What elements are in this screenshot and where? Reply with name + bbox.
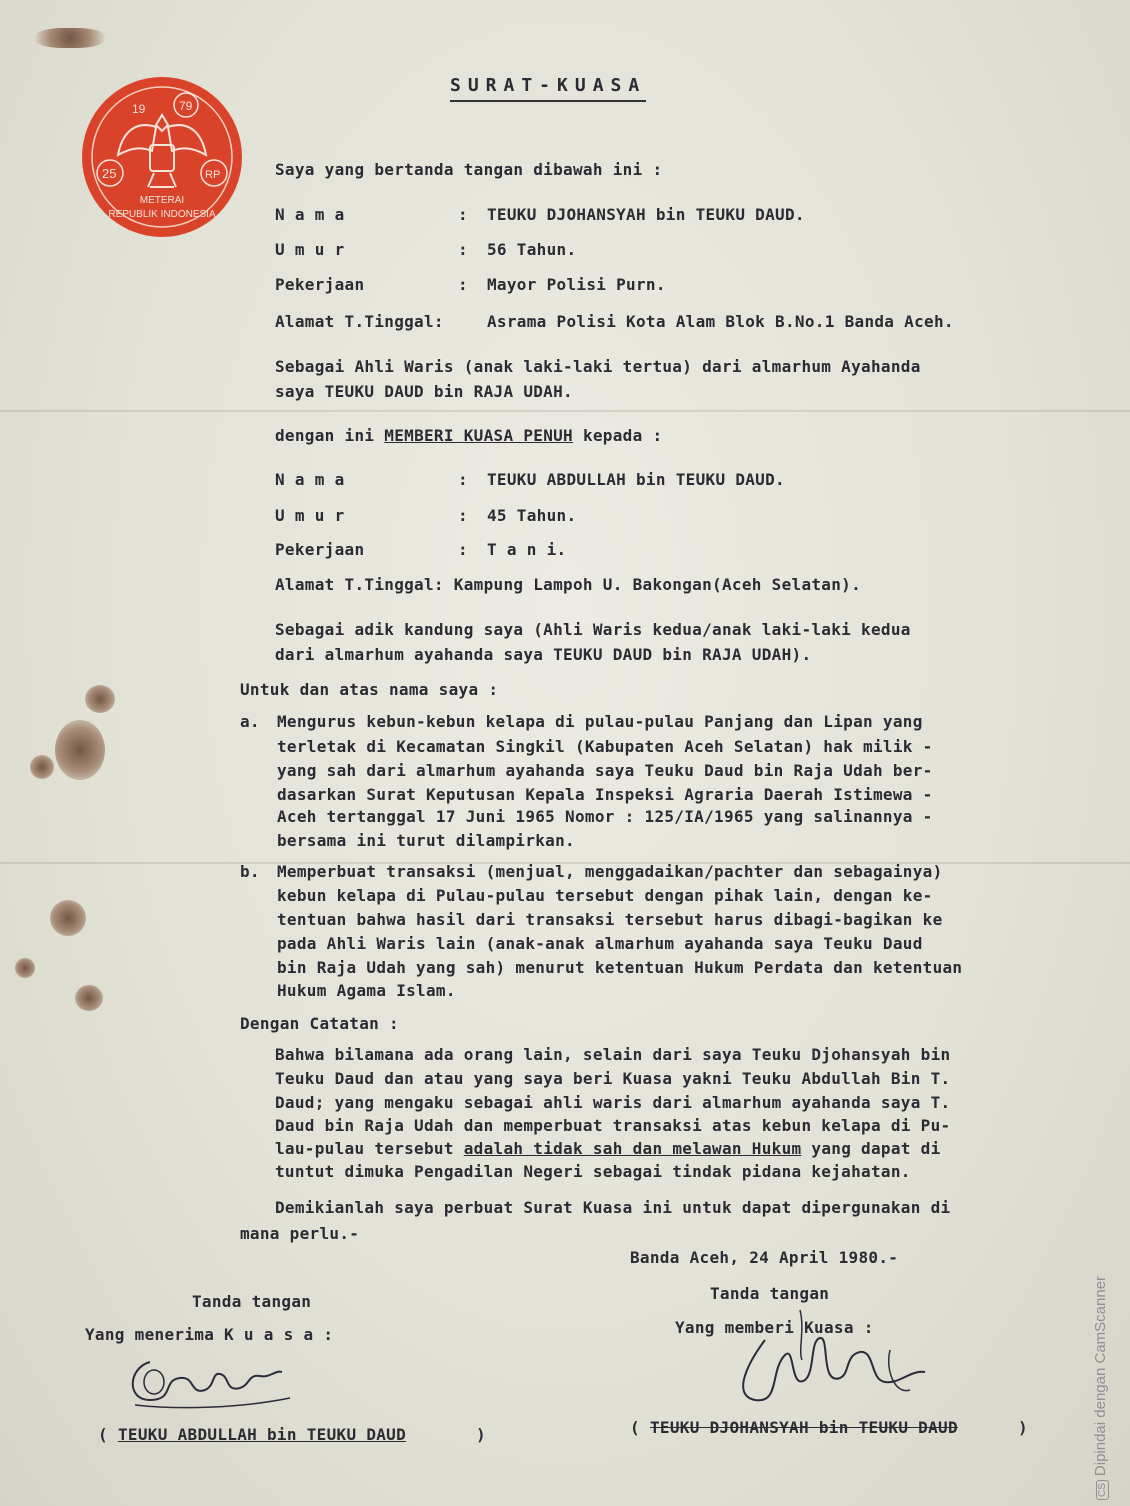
coffee-stain — [15, 958, 35, 978]
colon: : — [458, 470, 468, 489]
left-sig-line-1: Tanda tangan — [192, 1292, 312, 1311]
note-l5-emphasis: adalah tidak sah dan melawan Hukum — [463, 1139, 802, 1158]
right-signature — [710, 1300, 950, 1410]
place-date: Banda Aceh, 24 April 1980.- — [630, 1248, 899, 1267]
grantee-age-label: U m u r — [275, 506, 345, 525]
paper-fold-line — [0, 410, 1130, 412]
grant-pre: dengan ini — [275, 426, 375, 445]
grantor-name: TEUKU DJOHANSYAH bin TEUKU DAUD. — [487, 205, 805, 224]
heir-line-2: saya TEUKU DAUD bin RAJA UDAH. — [275, 382, 573, 401]
left-signature — [120, 1350, 300, 1420]
coffee-stain — [30, 755, 54, 779]
left-sig-paren-open: ( — [98, 1425, 108, 1444]
coffee-stain — [35, 28, 105, 48]
grant-statement — [275, 426, 662, 445]
left-sig-line-2: Yang menerima K u a s a : — [85, 1325, 334, 1344]
item-b-line: kebun kelapa di Pulau-pulau tersebut dengan pihak lain, dengan ke- — [277, 886, 933, 905]
colon: : — [458, 540, 468, 559]
grantee-age: 45 Tahun. — [487, 506, 577, 525]
stamp-text-bottom: REPUBLIK INDONESIA — [108, 209, 216, 220]
colon: : — [458, 506, 468, 525]
colon: : — [458, 275, 468, 294]
colon: : — [458, 205, 468, 224]
intro-text: Saya yang bertanda tangan dibawah ini : — [275, 160, 663, 179]
right-sig-line-2: Yang memberi Kuasa : — [675, 1318, 874, 1337]
coffee-stain — [55, 720, 105, 780]
grantor-job: Mayor Polisi Purn. — [487, 275, 666, 294]
grantor-name-label: N a m a — [275, 205, 345, 224]
sibling-line-2: dari almarhum ayahanda saya TEUKU DAUD bin RAJA UDAH). — [275, 645, 812, 664]
note-l5-post: yang dapat di — [811, 1139, 941, 1158]
stamp-value: 25 — [102, 166, 117, 181]
item-b-line: tentuan bahwa hasil dari transaksi tersebut harus dibagi-bagikan ke — [277, 910, 943, 929]
note-l5-pre: lau-pulau tersebut — [275, 1139, 454, 1158]
note-heading: Dengan Catatan : — [240, 1014, 399, 1033]
note-line: Bahwa bilamana ada orang lain, selain dari saya Teuku Djohansyah bin — [275, 1045, 951, 1064]
item-a-line: yang sah dari almarhum ayahanda saya Teuku Daud bin Raja Udah ber- — [277, 761, 933, 780]
purpose-heading: Untuk dan atas nama saya : — [240, 680, 499, 699]
revenue-stamp — [80, 75, 245, 240]
item-a-label: a. — [240, 712, 260, 731]
item-a-line: Mengurus kebun-kebun kelapa di pulau-pulau Panjang dan Lipan yang — [277, 712, 923, 731]
document-title: SURAT-KUASA — [450, 75, 646, 102]
grantor-address: Asrama Polisi Kota Alam Blok B.No.1 Banda Aceh. — [487, 312, 954, 331]
coffee-stain — [75, 985, 103, 1011]
coffee-stain — [50, 900, 86, 936]
grantee-name: TEUKU ABDULLAH bin TEUKU DAUD. — [487, 470, 785, 489]
closing-line-2: mana perlu.- — [240, 1224, 360, 1243]
grant-post: kepada : — [582, 426, 663, 445]
stamp-year-a: 19 — [132, 102, 146, 116]
stamp-year-b: 79 — [179, 99, 193, 113]
note-line: Daud; yang mengaku sebagai ahli waris dari almarhum ayahanda saya T. — [275, 1093, 951, 1112]
grantee-name-label: N a m a — [275, 470, 345, 489]
grantee-job-label: Pekerjaan — [275, 540, 365, 559]
grantor-job-label: Pekerjaan — [275, 275, 365, 294]
watermark-text: Dipindai dengan CamScanner — [1092, 1275, 1109, 1477]
grantee-job: T a n i. — [487, 540, 567, 559]
grantor-age: 56 Tahun. — [487, 240, 577, 259]
stamp-currency: RP — [205, 169, 221, 181]
right-sig-paren-close: ) — [1018, 1418, 1028, 1437]
note-line: Daud bin Raja Udah dan memperbuat transaksi atas kebun kelapa di Pu- — [275, 1116, 951, 1135]
heir-line-1: Sebagai Ahli Waris (anak laki-laki tertua) dari almarhum Ayahanda — [275, 357, 921, 376]
right-sig-line-1: Tanda tangan — [710, 1284, 830, 1303]
item-b-line: Hukum Agama Islam. — [277, 981, 456, 1000]
grantee-address: Alamat T.Tinggal: Kampung Lampoh U. Bakongan(Aceh Selatan). — [275, 575, 862, 594]
note-line: Teuku Daud dan atau yang saya beri Kuasa yakni Teuku Abdullah Bin T. — [275, 1069, 951, 1088]
left-sig-paren-close: ) — [476, 1425, 486, 1444]
grantor-age-label: U m u r — [275, 240, 345, 259]
grantor-address-label: Alamat T.Tinggal: — [275, 312, 444, 331]
right-sig-name: TEUKU DJOHANSYAH bin TEUKU DAUD — [650, 1418, 958, 1437]
item-b-line: Memperbuat transaksi (menjual, menggadaikan/pachter dan sebagainya) — [277, 862, 943, 881]
item-a-line: bersama ini turut dilampirkan. — [277, 831, 575, 850]
note-line: tuntut dimuka Pengadilan Negeri sebagai tindak pidana kejahatan. — [275, 1162, 911, 1181]
grant-emphasis: MEMBERI KUASA PENUH — [384, 426, 573, 445]
left-sig-name: TEUKU ABDULLAH bin TEUKU DAUD — [118, 1425, 407, 1444]
colon: : — [458, 240, 468, 259]
closing-line-1: Demikianlah saya perbuat Surat Kuasa ini untuk dapat dipergunakan di — [275, 1198, 951, 1217]
stamp-text-top: METERAI — [139, 195, 185, 206]
item-a-line: Aceh tertanggal 17 Juni 1965 Nomor : 125/IA/1965 yang salinannya - — [277, 807, 933, 826]
coffee-stain — [85, 685, 115, 713]
item-b-label: b. — [240, 862, 260, 881]
right-sig-paren-open: ( — [630, 1418, 640, 1437]
camscanner-icon: CS — [1096, 1480, 1109, 1500]
item-a-line: dasarkan Surat Keputusan Kepala Inspeksi Agraria Daerah Istimewa - — [277, 785, 933, 804]
item-a-line: terletak di Kecamatan Singkil (Kabupaten Aceh Selatan) hak milik - — [277, 737, 933, 756]
item-b-line: pada Ahli Waris lain (anak-anak almarhum ayahanda saya Teuku Daud — [277, 934, 923, 953]
scanner-watermark — [1092, 1210, 1109, 1500]
note-line — [275, 1139, 941, 1158]
sibling-line-1: Sebagai adik kandung saya (Ahli Waris kedua/anak laki-laki kedua — [275, 620, 911, 639]
item-b-line: bin Raja Udah yang sah) menurut ketentuan Hukum Perdata dan ketentuan — [277, 958, 963, 977]
